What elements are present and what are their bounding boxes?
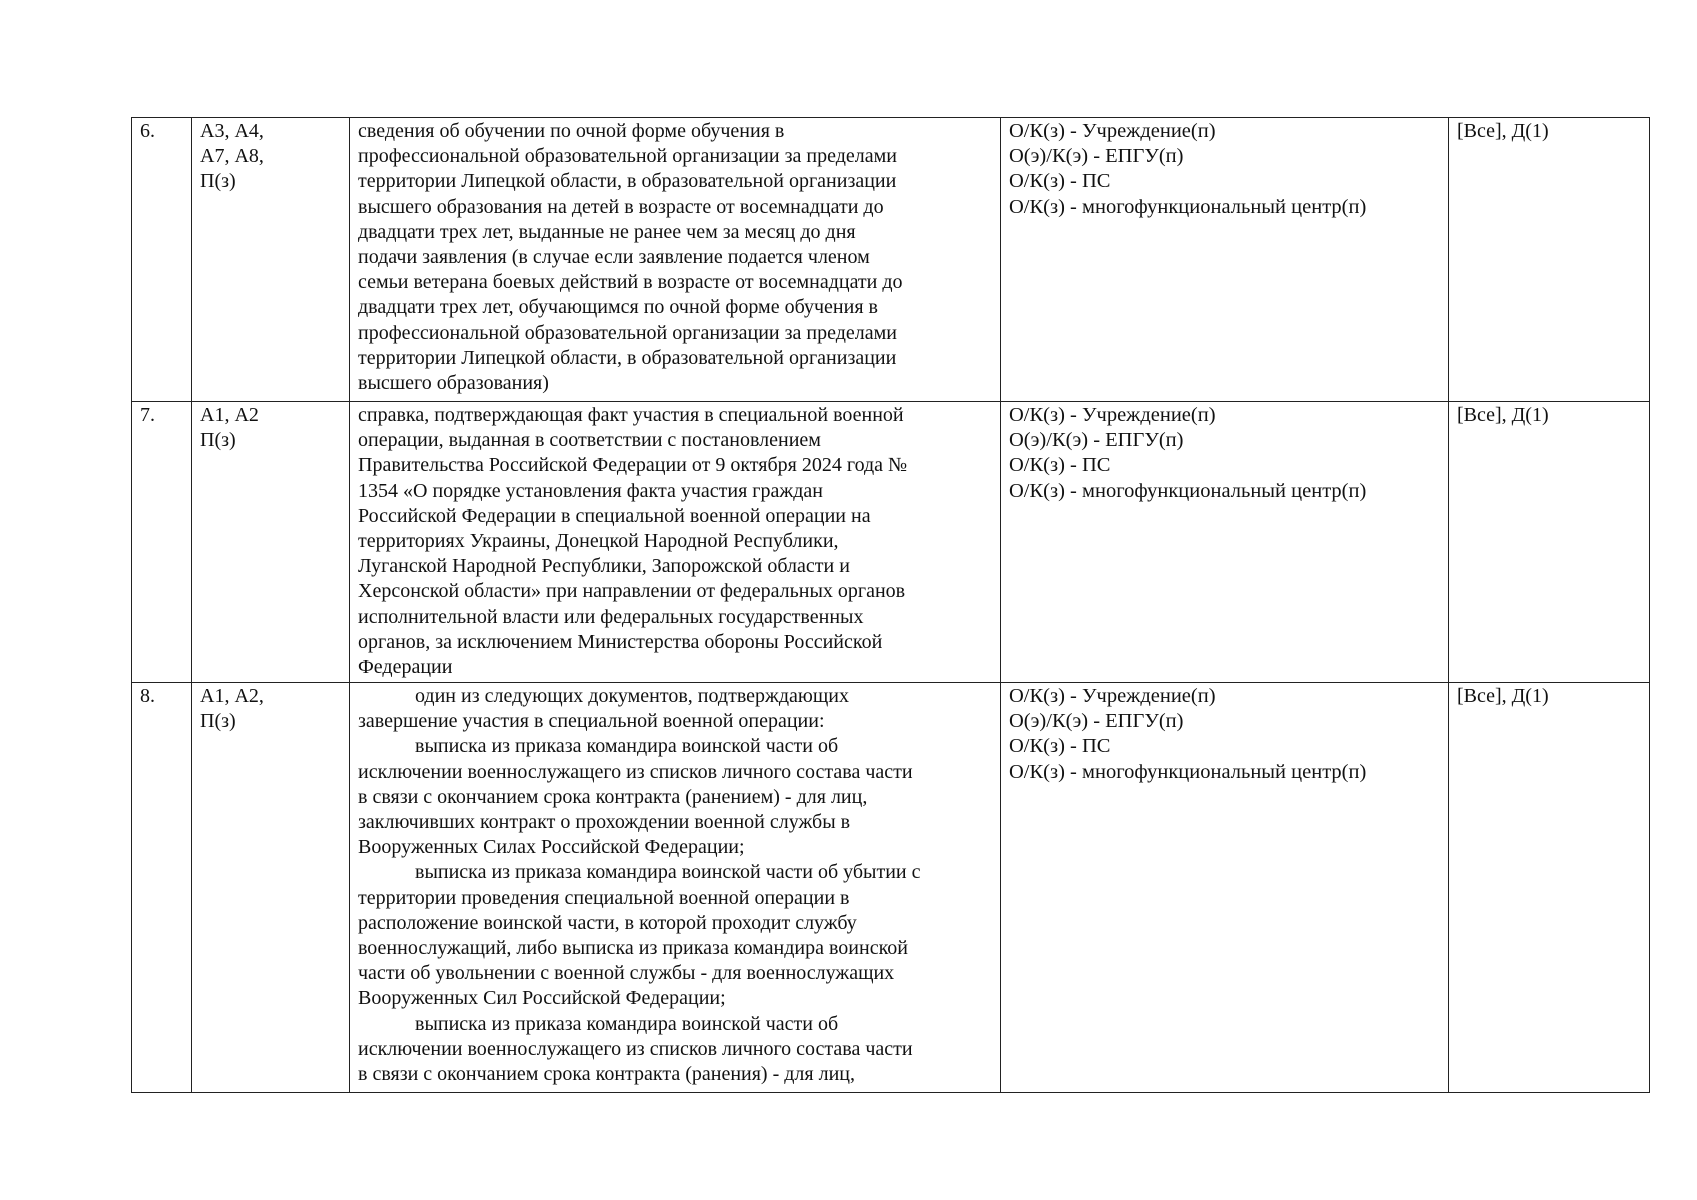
description-line: 1354 «О порядке установления факта участия граждан (358, 479, 823, 502)
row-number: 8. (140, 685, 155, 707)
description-line: двадцати трех лет, обучающимся по очной форме обучения в (358, 296, 878, 319)
description-line: профессиональной образовательной организации за пределами (358, 145, 897, 168)
row-number-cell (132, 118, 192, 402)
applicant-code-line: А1, А2, (200, 685, 264, 707)
submission-method: О/К(з) - многофункциональный центр(п) (1009, 479, 1367, 502)
applicant-code-line: А7, А8, (200, 145, 264, 168)
row-number: 7. (140, 404, 155, 426)
description-line: один из следующих документов, подтверждающих (415, 685, 849, 707)
description-line: операции, выданная в соответствии с постановлением (358, 429, 821, 452)
applicant-code-line: П(з) (200, 429, 236, 452)
description-line: двадцати трех лет, выданные не ранее чем за месяц до дня (358, 220, 856, 243)
document-description-cell (350, 683, 1001, 1093)
description-line: территории Липецкой области, в образовательной организации (358, 170, 897, 193)
description-line: Вооруженных Силах Российской Федерации; (358, 836, 745, 859)
description-line: Херсонской области» при направлении от федеральных органов (358, 580, 906, 603)
submission-methods-cell (1001, 402, 1449, 683)
classification-cell (1449, 683, 1650, 1093)
description-line: территории проведения специальной военной операции в (358, 886, 850, 909)
applicant-code-line: А3, А4, (200, 120, 264, 142)
description-line: Федерации (358, 656, 453, 679)
applicant-codes-cell (192, 683, 350, 1093)
document-description-cell (350, 402, 1001, 683)
description-line: справка, подтверждающая факт участия в специальной военной (358, 404, 904, 426)
row-number-cell (132, 402, 192, 683)
description-line: Правительства Российской Федерации от 9 октября 2024 года № (358, 454, 908, 477)
description-line: органов, за исключением Министерства обороны Российской (358, 630, 883, 653)
applicant-code-line: П(з) (200, 710, 236, 733)
description-line: высшего образования на детей в возрасте от восемнадцати до (358, 195, 884, 218)
classification-cell (1449, 402, 1650, 683)
submission-method: О/К(з) - многофункциональный центр(п) (1009, 195, 1367, 218)
submission-method: О/К(з) - ПС (1009, 170, 1111, 193)
description-line: в связи с окончанием срока контракта (ранением) - для лиц, (358, 785, 868, 808)
submission-method: О/К(з) - многофункциональный центр(п) (1009, 760, 1367, 783)
submission-method: О/К(з) - Учреждение(п) (1009, 120, 1216, 142)
document-table (131, 117, 1650, 1093)
table-row (132, 402, 1650, 683)
submission-method: О(э)/К(э) - ЕПГУ(п) (1009, 145, 1184, 168)
submission-method: О(э)/К(э) - ЕПГУ(п) (1009, 429, 1184, 452)
description-line: выписка из приказа командира воинской части об (415, 1012, 839, 1035)
submission-method: О/К(з) - Учреждение(п) (1009, 404, 1216, 426)
description-line: заключивших контракт о прохождении военной службы в (358, 811, 851, 834)
classification-cell (1449, 118, 1650, 402)
description-line: Вооруженных Сил Российской Федерации; (358, 987, 726, 1010)
description-line: территориях Украины, Донецкой Народной Республики, (358, 530, 839, 553)
description-line: профессиональной образовательной организации за пределами (358, 321, 897, 344)
submission-methods-cell (1001, 118, 1449, 402)
description-line: высшего образования) (358, 372, 549, 395)
classification-value: [Все], Д(1) (1457, 404, 1549, 426)
description-line: территории Липецкой области, в образовательной организации (358, 346, 897, 369)
description-line: военнослужащий, либо выписка из приказа командира воинской (358, 937, 908, 960)
description-line: Луганской Народной Республики, Запорожской области и (358, 555, 850, 578)
description-line: исключении военнослужащего из списков личного состава части (358, 1037, 913, 1060)
description-line: Российской Федерации в специальной военной операции на (358, 504, 871, 527)
submission-method: О/К(з) - ПС (1009, 454, 1111, 477)
description-line: выписка из приказа командира воинской части об (415, 735, 839, 758)
table-row (132, 118, 1650, 402)
description-line: семьи ветерана боевых действий в возрасте от восемнадцати до (358, 271, 903, 294)
classification-value: [Все], Д(1) (1457, 685, 1549, 707)
submission-method: О(э)/К(э) - ЕПГУ(п) (1009, 710, 1184, 733)
applicant-codes-cell (192, 402, 350, 683)
description-line: исключении военнослужащего из списков личного состава части (358, 760, 913, 783)
description-line: в связи с окончанием срока контракта (ранения) - для лиц, (358, 1063, 855, 1086)
table-row (132, 683, 1650, 1093)
submission-method: О/К(з) - Учреждение(п) (1009, 685, 1216, 707)
description-line: исполнительной власти или федеральных государственных (358, 605, 864, 628)
description-line: расположение воинской части, в которой проходит службу (358, 911, 857, 934)
applicant-codes-cell (192, 118, 350, 402)
classification-value: [Все], Д(1) (1457, 120, 1549, 142)
document-description-cell (350, 118, 1001, 402)
row-number: 6. (140, 120, 155, 142)
applicant-code-line: А1, А2 (200, 404, 259, 426)
description-line: завершение участия в специальной военной операции: (358, 710, 825, 733)
row-number-cell (132, 683, 192, 1093)
description-line: выписка из приказа командира воинской части об убытии с (415, 861, 921, 884)
submission-method: О/К(з) - ПС (1009, 735, 1111, 758)
submission-methods-cell (1001, 683, 1449, 1093)
description-line: сведения об обучении по очной форме обучения в (358, 120, 785, 142)
description-line: части об увольнении с военной службы - для военнослужащих (358, 962, 895, 985)
applicant-code-line: П(з) (200, 170, 236, 193)
description-line: подачи заявления (в случае если заявление подается членом (358, 246, 870, 269)
